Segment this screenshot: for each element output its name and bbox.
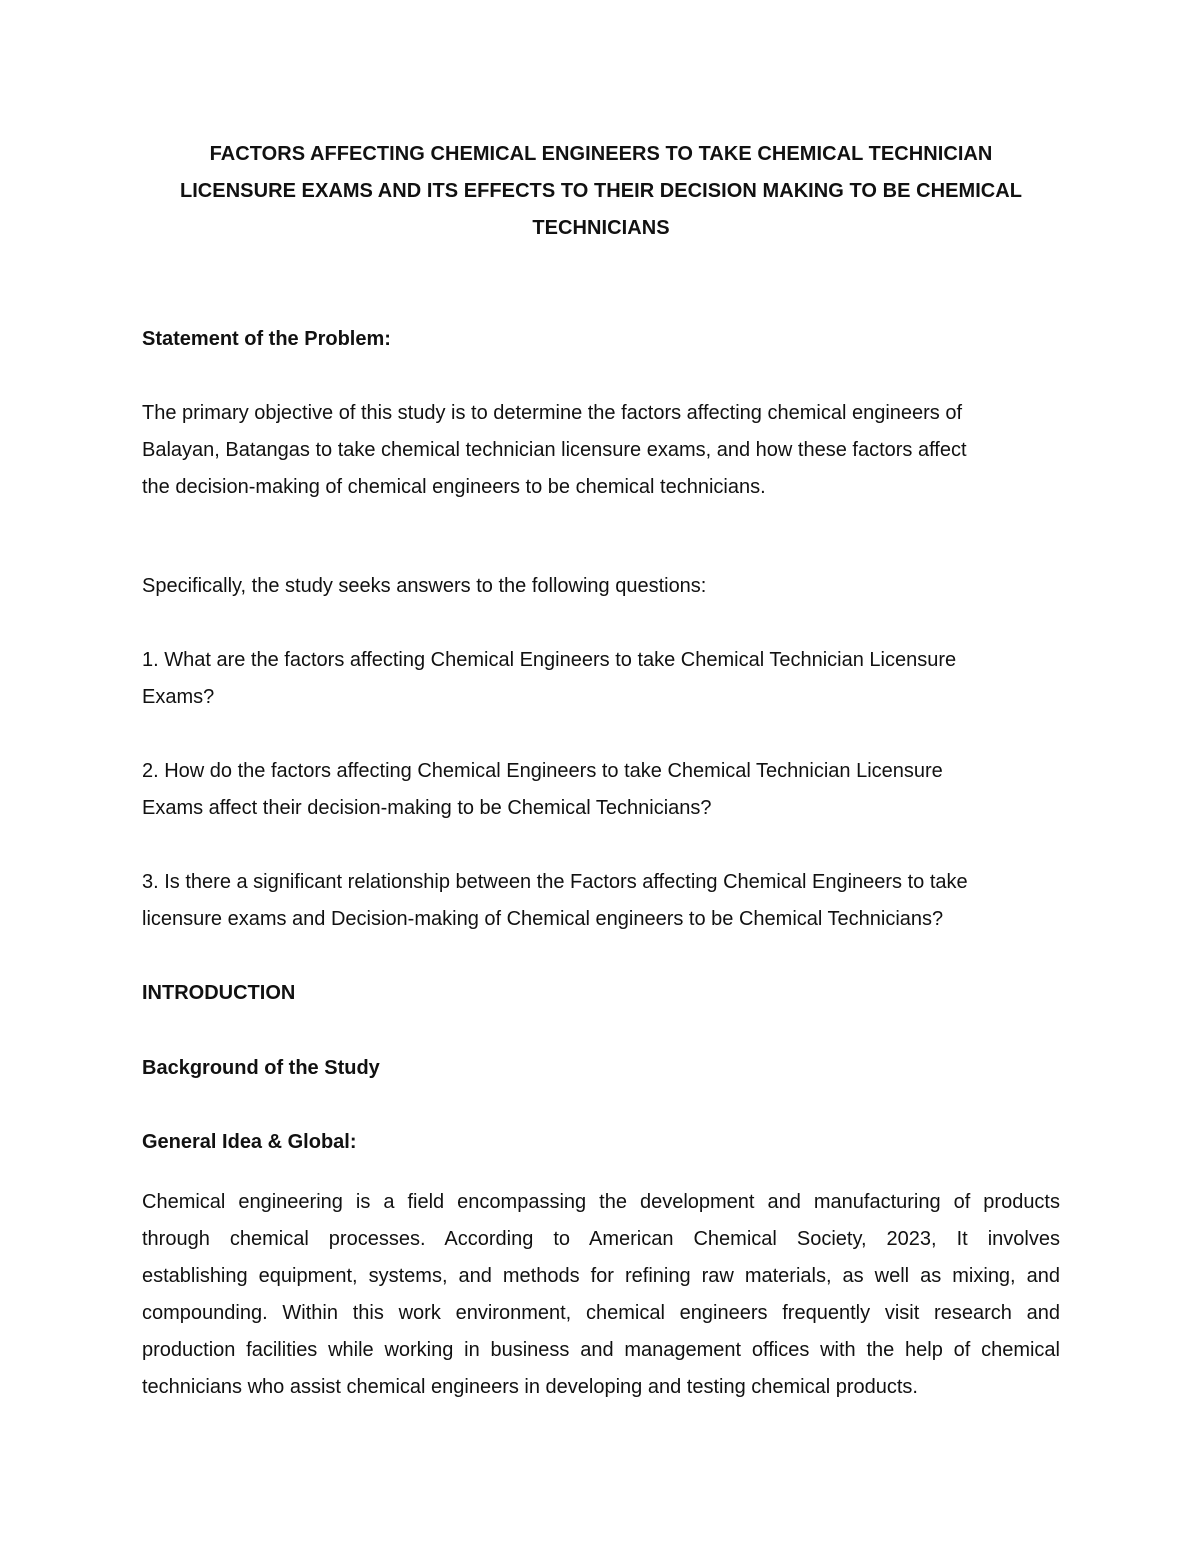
statement-heading: Statement of the Problem:: [142, 328, 391, 350]
question-2: [142, 753, 1060, 827]
general-idea-heading: General Idea & Global:: [142, 1131, 357, 1153]
background-heading: Background of the Study: [142, 1057, 380, 1079]
title-line: FACTORS AFFECTING CHEMICAL ENGINEERS TO TAKE CHEMICAL TECHNICIAN: [209, 143, 993, 165]
question-line: licensure exams and Decision-making of Chemical engineers to be Chemical Technicians?: [142, 908, 944, 930]
paragraph-line: compounding. Within this work environment, chemical engineers frequently visit research and: [142, 1302, 1060, 1324]
title-line: TECHNICIANS: [532, 217, 670, 239]
paragraph-line: production facilities while working in business and management offices with the help of chemical: [142, 1339, 1060, 1361]
general-idea-paragraph: [142, 1184, 1060, 1406]
question-line: 2. How do the factors affecting Chemical Engineers to take Chemical Technician Licensure: [142, 760, 943, 782]
question-line: Exams?: [142, 686, 215, 708]
paragraph-line: technicians who assist chemical engineers in developing and testing chemical products.: [142, 1376, 918, 1398]
introduction-heading: INTRODUCTION: [142, 982, 296, 1004]
question-line: 1. What are the factors affecting Chemical Engineers to take Chemical Technician Licensure: [142, 649, 957, 671]
paragraph-line: Balayan, Batangas to take chemical technician licensure exams, and how these factors affect: [142, 439, 967, 461]
document-title: [142, 136, 1060, 247]
document-content: [142, 136, 1060, 1406]
objective-paragraph: [142, 395, 1060, 506]
question-line: Exams affect their decision-making to be Chemical Technicians?: [142, 797, 712, 819]
paragraph-line: The primary objective of this study is to determine the factors affecting chemical engineers of: [142, 402, 963, 424]
specifically-paragraph: Specifically, the study seeks answers to the following questions:: [142, 575, 707, 597]
question-line: 3. Is there a significant relationship between the Factors affecting Chemical Engineers to take: [142, 871, 968, 893]
paragraph-line: through chemical processes. According to American Chemical Society, 2023, It involves: [142, 1228, 1060, 1250]
question-3: [142, 864, 1060, 938]
paragraph-line: the decision-making of chemical engineers to be chemical technicians.: [142, 476, 766, 498]
question-1: [142, 642, 1060, 716]
paragraph-line: establishing equipment, systems, and methods for refining raw materials, as well as mixing, and: [142, 1265, 1060, 1287]
title-line: LICENSURE EXAMS AND ITS EFFECTS TO THEIR DECISION MAKING TO BE CHEMICAL: [179, 180, 1023, 202]
paragraph-line: Chemical engineering is a field encompassing the development and manufacturing of products: [142, 1191, 1060, 1213]
